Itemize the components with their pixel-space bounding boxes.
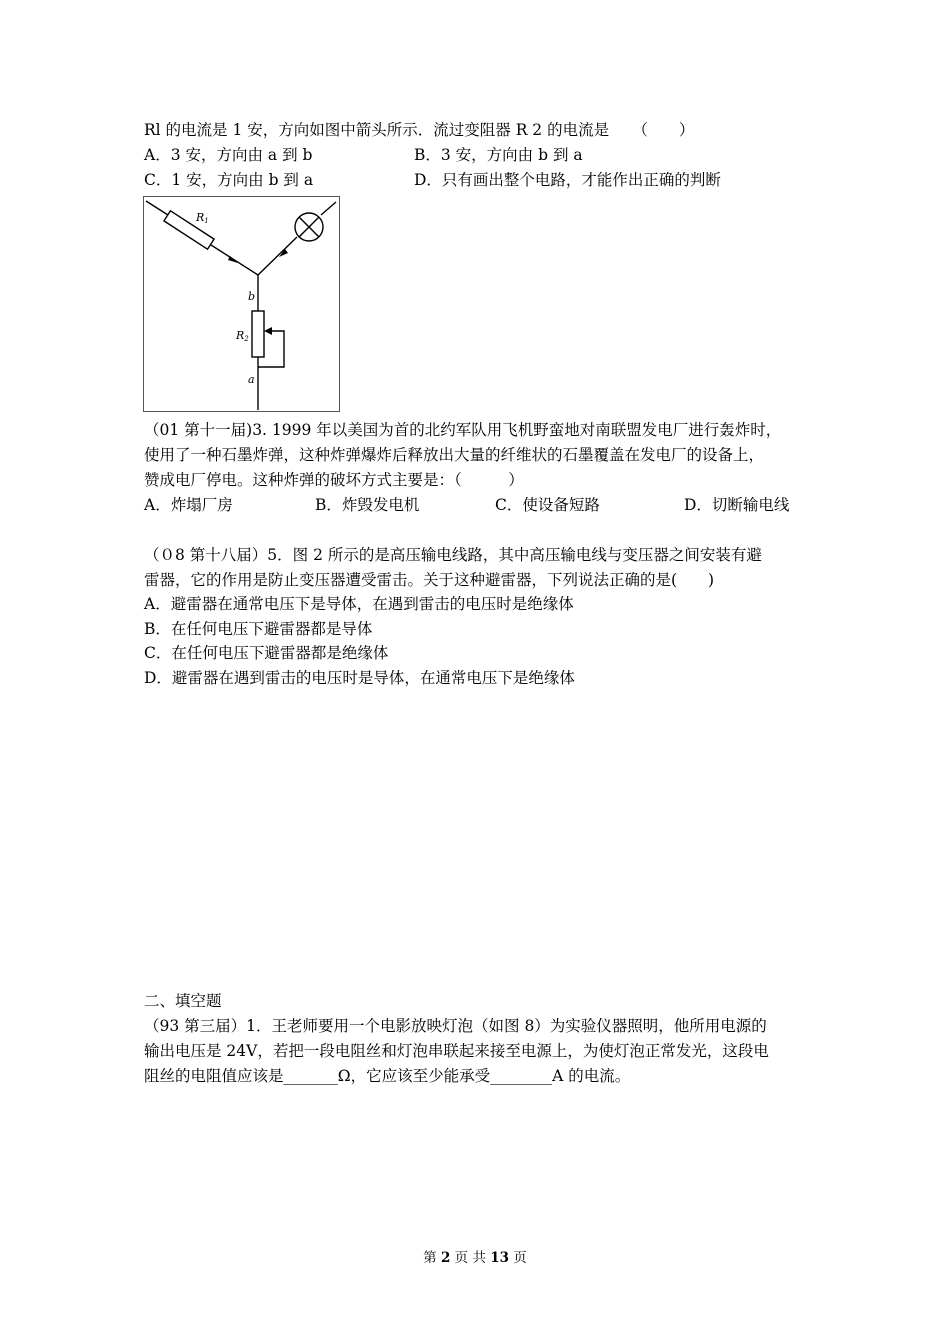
question-stem: Rl 的电流是 1 安，方向如图中箭头所示．流过变阻器 R 2 的电流是 （ ） [144, 121, 695, 139]
arrow-r1 [228, 256, 238, 263]
q5-option-a: A．避雷器在通常电压下是导体，在遇到雷击的电压时是绝缘体 [144, 595, 574, 613]
rheostat-r2 [252, 311, 264, 357]
fill-q1-line-3: 阻丝的电阻值应该是_______Ω，它应该至少能承受________A 的电流。 [144, 1067, 631, 1085]
q3-option-c: C．使设备短路 [495, 496, 600, 514]
q3-line-3: 赞成电厂停电。这种炸弹的破坏方式主要是：（ ） [144, 471, 524, 489]
q5-option-d: D．避雷器在遇到雷击的电压时是导体，在通常电压下是绝缘体 [144, 669, 575, 687]
q3-option-a: A．炸塌厂房 [144, 496, 233, 514]
q5-line-1: （０8 第十八届）5．图 2 所示的是高压输电线路，其中高压输电线与变压器之间安装有避 [144, 546, 762, 564]
fill-q1-line-1: （93 第三届）1．王老师要用一个电影放映灯泡（如图 8）为实验仪器照明，他所用电源的 [144, 1017, 767, 1035]
option-d: D．只有画出整个电路，才能作出正确的判断 [414, 171, 721, 189]
q3-line-2: 使用了一种石墨炸弹，这种炸弹爆炸后释放出大量的纤维状的石墨覆盖在发电厂的设备上， [144, 446, 765, 464]
option-a: A．3 安，方向由 a 到 b [144, 146, 313, 164]
wire-r1-left [146, 201, 168, 215]
q3-option-d: D．切断输电线 [684, 496, 790, 514]
page-footer: 第 2 页 共 13 页 [423, 1250, 527, 1266]
section-heading: 二、填空题 [144, 992, 222, 1010]
circuit-diagram [144, 197, 339, 411]
page-total: 13 [490, 1250, 510, 1266]
page-number: 2 [440, 1250, 451, 1266]
q3-line-1: （01 第十一届)3. 1999 年以美国为首的北约军队用飞机野蛮地对南联盟发电厂进行轰炸时， [144, 421, 782, 439]
q5-option-b: B．在任何电压下避雷器都是导体 [144, 620, 373, 638]
label-r1: R1 [196, 211, 209, 225]
circuit-figure [143, 196, 340, 412]
label-r2: R2 [236, 329, 249, 343]
wire-lamp [258, 237, 297, 275]
label-a: a [248, 373, 255, 386]
q3-option-b: B．炸毁发电机 [315, 496, 420, 514]
option-b: B．3 安，方向由 b 到 a [414, 146, 583, 164]
fill-q1-line-2: 输出电压是 24V，若把一段电阻丝和灯泡串联起来接至电源上，为使灯泡正常发光，这段电 [144, 1042, 769, 1060]
q5-option-c: C．在任何电压下避雷器都是绝缘体 [144, 644, 389, 662]
q5-line-2: 雷器，它的作用是防止变压器遭受雷击。关于这种避雷器，下列说法正确的是( ) [144, 571, 715, 589]
label-b: b [248, 290, 256, 303]
option-c: C．1 安，方向由 b 到 a [144, 171, 314, 189]
